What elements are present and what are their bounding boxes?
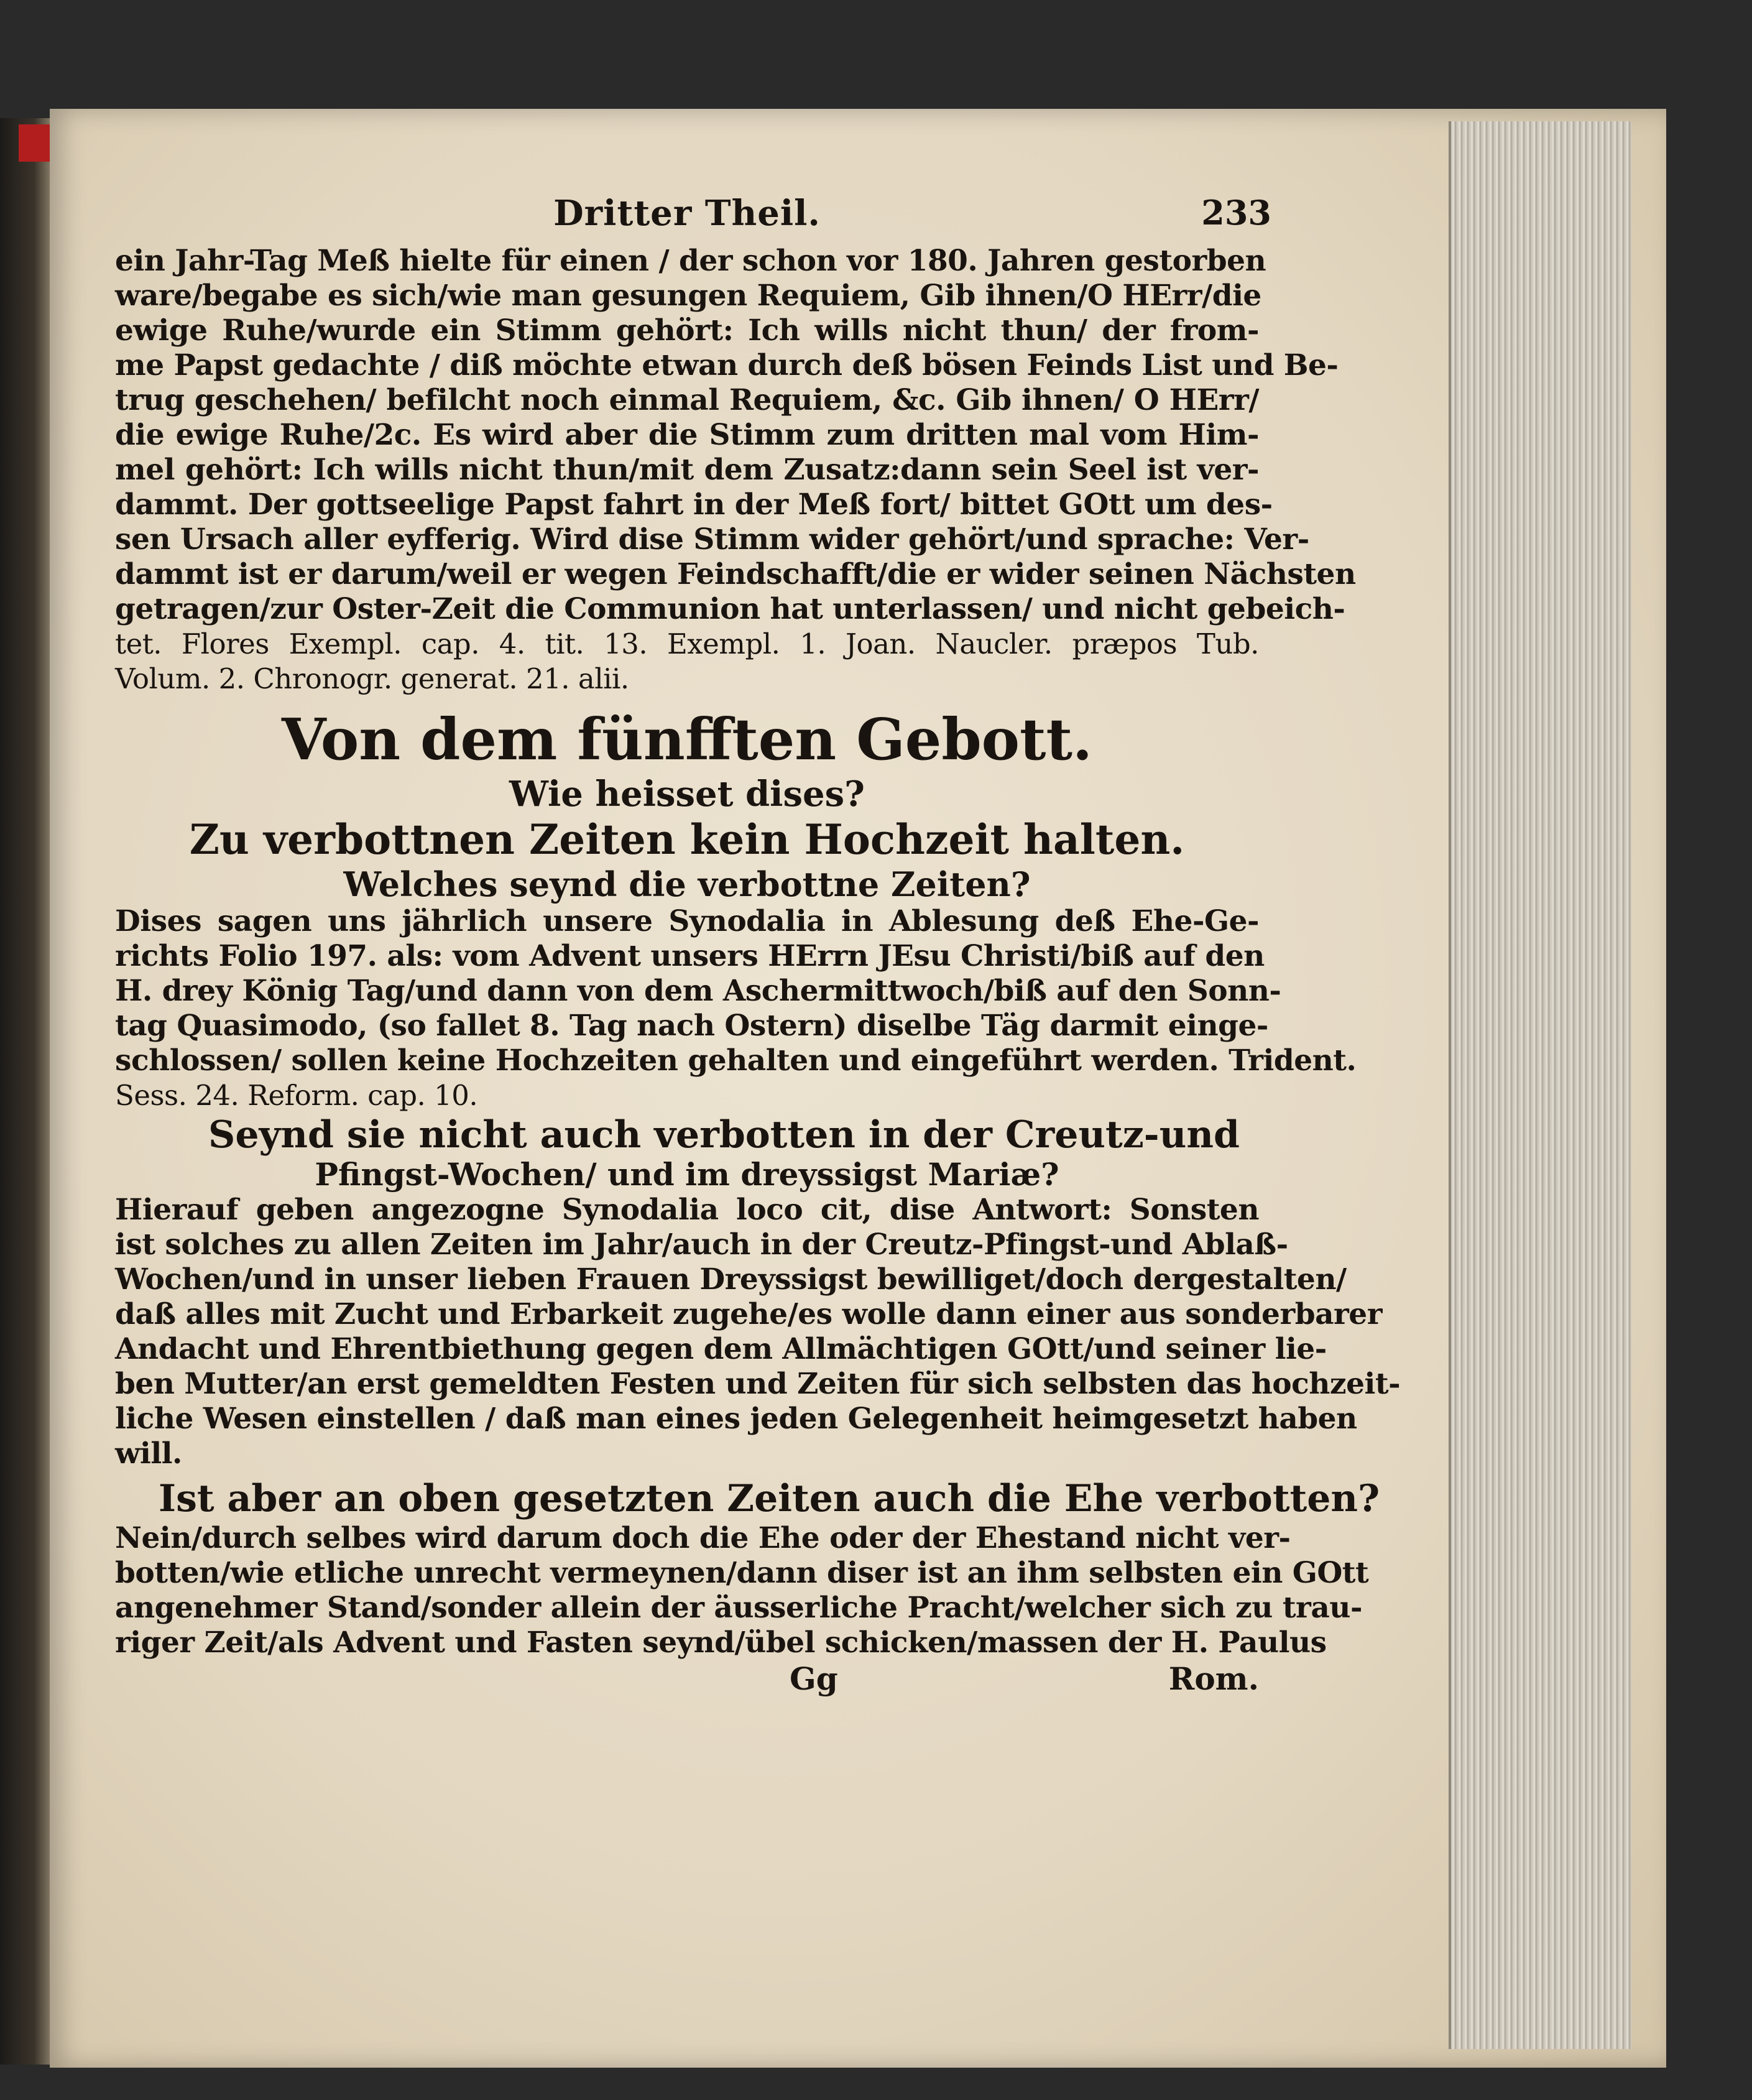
text-line: sen Ursach aller eyfferig. Wird dise Stimm wider gehört/und sprache: Ver- <box>115 522 1309 557</box>
question-cross-week-2: Pfingst-Wochen/ und im dreyssigst Mariæ? <box>315 1156 1059 1193</box>
text-line: Andacht und Ehrentbiethung gegen dem Allmächtigen GOtt/und seiner lie- <box>115 1332 1327 1366</box>
page-edges-stack <box>1449 121 1631 2049</box>
question-how-called: Wie heisset dises? <box>509 774 865 815</box>
text-line: will. <box>115 1436 182 1471</box>
text-line: angenehmer Stand/sonder allein der äusserliche Pracht/welcher sich zu trau- <box>115 1591 1362 1625</box>
text-line: daß alles mit Zucht und Erbarkeit zugehe/es wolle dann einer aus sonderbarer <box>115 1297 1382 1331</box>
text-line: ware/begabe es sich/wie man gesungen Requiem, Gib ihnen/O HErr/die <box>115 279 1261 313</box>
heading-fifth-commandment: Von dem fünfften Gebott. <box>281 706 1093 773</box>
section-4 <box>115 1521 1369 1660</box>
text-line: tag Quasimodo, (so fallet 8. Tag nach Ostern) diselbe Täg darmit einge- <box>115 1009 1268 1043</box>
text-line: schlossen/ sollen keine Hochzeiten gehalten und eingeführt werden. Trident. <box>115 1043 1357 1078</box>
text-line: die ewige Ruhe/2c. Es wird aber die Stimm zum dritten mal vom Him- <box>115 418 1259 452</box>
running-head: Dritter Theil. <box>553 193 821 234</box>
catchword: Rom. <box>1168 1660 1259 1697</box>
text-line: ewige Ruhe/wurde ein Stimm gehört: Ich wills nicht thun/ der from- <box>115 313 1259 348</box>
text-line: Nein/durch selbes wird darum doch die Ehe oder der Ehestand nicht ver- <box>115 1521 1291 1555</box>
text-line: liche Wesen einstellen / daß man eines jeden Gelegenheit heimgesetzt haben <box>115 1402 1357 1436</box>
text-line: mel gehört: Ich wills nicht thun/mit dem Zusatz:dann sein Seel ist ver- <box>115 453 1259 487</box>
text-line: botten/wie etliche unrecht vermeynen/dann diser ist an ihm selbsten ein GOtt <box>115 1556 1369 1590</box>
text-line: trug geschehen/ befilcht noch einmal Requiem, &c. Gib ihnen/ O HErr/ <box>115 383 1259 417</box>
text-line: Wochen/und in unser lieben Frauen Dreyssigst bewilliget/doch dergestalten/ <box>115 1262 1347 1297</box>
text-line: Dises sagen uns jährlich unsere Synodalia in Ablesung deß Ehe-Ge- <box>115 904 1259 938</box>
text-line: ben Mutter/an erst gemeldten Festen und Zeiten für sich selbsten das hochzeit- <box>115 1367 1401 1401</box>
text-line: Hierauf geben angezogne Synodalia loco cit, dise Antwort: Sonsten <box>115 1193 1259 1227</box>
page-number: 233 <box>1201 193 1271 233</box>
section-2 <box>115 904 1357 1113</box>
text-line: getragen/zur Oster-Zeit die Communion hat unterlassen/ und nicht gebeich- <box>115 592 1345 626</box>
text-line: tet. Flores Exempl. cap. 4. tit. 13. Exempl. 1. Joan. Naucler. præpos Tub. <box>115 627 1259 660</box>
text-block <box>115 193 1401 1698</box>
text-line: dammt ist er darum/weil er wegen Feindschafft/die er wider seinen Nächsten <box>115 557 1356 591</box>
commandment-text: Zu verbottnen Zeiten kein Hochzeit halten. <box>189 815 1185 864</box>
text-line: ein Jahr-Tag Meß hielte für einen / der schon vor 180. Jahren gestorben <box>115 244 1266 278</box>
text-line: Volum. 2. Chronogr. generat. 21. alii. <box>115 662 629 695</box>
text-line: richts Folio 197. als: vom Advent unsers HErrn JEsu Christi/biß auf den <box>115 939 1265 973</box>
text-line: Sess. 24. Reform. cap. 10. <box>115 1079 478 1112</box>
text-line: me Papst gedachte / diß möchte etwan durch deß bösen Feinds List und Be- <box>115 348 1339 382</box>
text-line: H. drey König Tag/und dann von dem Aschermittwoch/biß auf den Sonn- <box>115 974 1281 1008</box>
text-line: ist solches zu allen Zeiten im Jahr/auch in der Creutz-Pfingst-und Ablaß- <box>115 1228 1288 1262</box>
question-which-times: Welches seynd die verbottne Zeiten? <box>343 864 1031 904</box>
section-1 <box>115 244 1356 696</box>
text-line: riger Zeit/als Advent und Fasten seynd/übel schicken/massen der H. Paulus <box>115 1626 1327 1660</box>
section-3 <box>115 1193 1401 1471</box>
question-cross-week-1: Seynd sie nicht auch verbotten in der Creutz-und <box>208 1113 1240 1157</box>
signature-mark: Gg <box>790 1660 838 1697</box>
page-footer <box>115 1660 1259 1698</box>
question-marriage-forbidden: Ist aber an oben gesetzten Zeiten auch die Ehe verbotten? <box>159 1477 1380 1520</box>
text-line: dammt. Der gottseelige Papst fahrt in der Meß fort/ bittet GOtt um des- <box>115 488 1273 522</box>
page-header <box>115 193 1271 244</box>
